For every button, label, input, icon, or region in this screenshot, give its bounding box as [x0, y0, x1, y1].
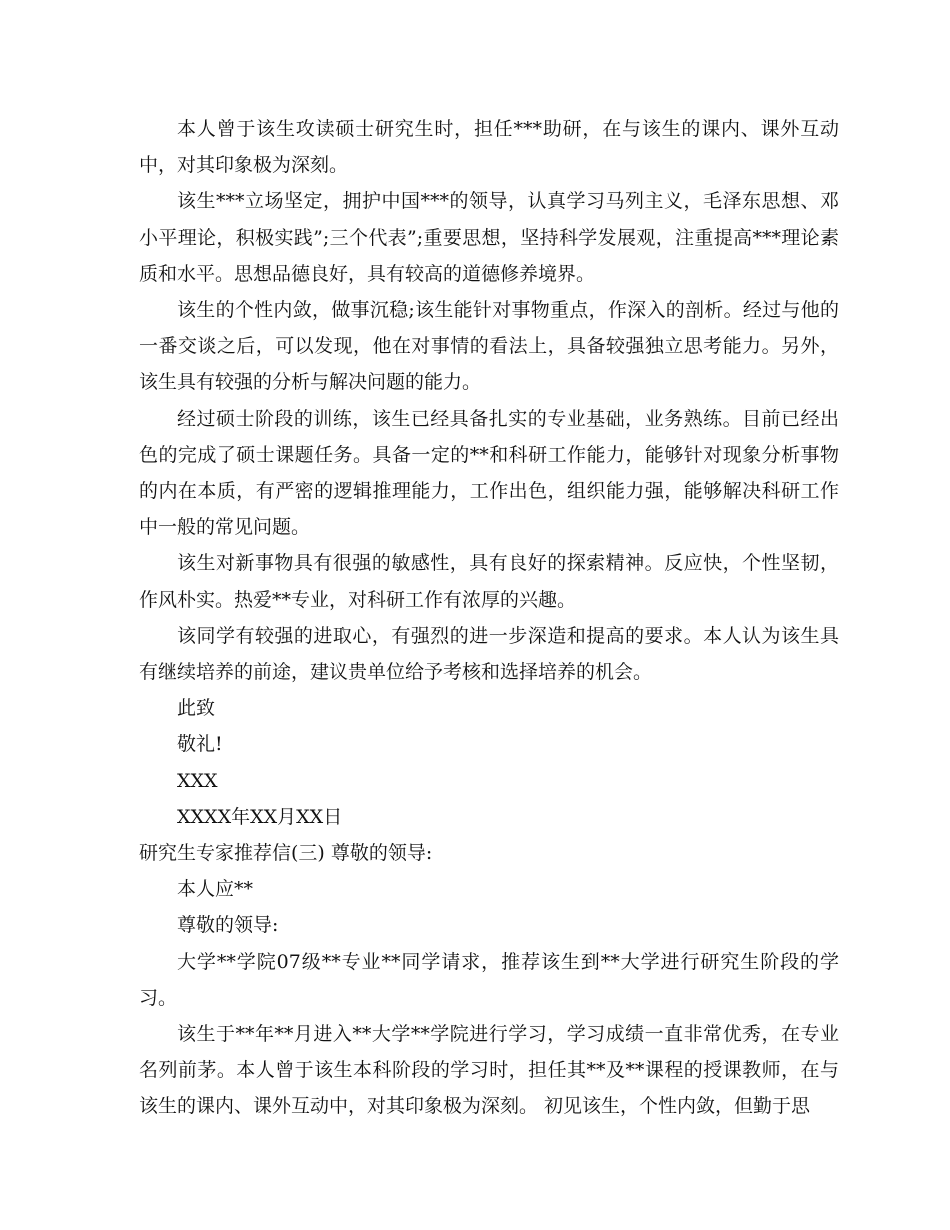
paragraph-recommendation: 该同学有较强的进取心，有强烈的进一步深造和提高的要求。本人认为该生具有继续培养的前途，建议贵单位给予考核和选择培养的机会。 [139, 624, 839, 684]
signature-date: XXXX年XX月XX日 [177, 805, 343, 828]
letter-body [139, 111, 839, 1125]
paragraph-personality: 该生的个性内敛，做事沉稳;该生能针对事物重点，作深入的剖析。经过与他的一番交谈之后，可以发现，他在对事情的看法上，具备较强独立思考能力。另外，该生具有较强的分析与解决问题的能力。 [139, 299, 839, 394]
paragraph-political-stance: 该生***立场坚定，拥护中国***的领导，认真学习马列主义，毛泽东思想、邓小平理论，积极实践”;三个代表”;重要思想，坚持科学发展观，注重提高***理论素质和水平。思想品德良好，具有较高的道德修养境界。 [139, 190, 839, 285]
paragraph-request-fragment: 本人应** [177, 878, 254, 901]
paragraph-student-background: 该生于**年**月进入**大学**学院进行学习，学习成绩一直非常优秀，在专业名列前茅。本人曾于该生本科阶段的学习时，担任其**及**课程的授课教师，在与该生的课内、课外互动中，对其印象极为深刻。 初见该生，个性内敛，但勤于思 [139, 1023, 839, 1118]
section-heading: 研究生专家推荐信(三) 尊敬的领导: [139, 842, 433, 865]
paragraph-request: 大学**学院07级**专业**同学请求，推荐该生到**大学进行研究生阶段的学习。 [139, 950, 839, 1009]
closing-salutation: 此致 [177, 697, 216, 720]
closing-regards: 敬礼! [177, 733, 223, 756]
signature-name: XXX [177, 769, 218, 792]
paragraph-training: 经过硕士阶段的训练，该生已经具备扎实的专业基础，业务熟练。目前已经出色的完成了硕士课题任务。具备一定的**和科研工作能力，能够针对现象分析事物的内在本质，有严密的逻辑推理能力，工作出色，组织能力强，能够解决科研工作中一般的常见问题。 [139, 407, 839, 539]
paragraph-sensitivity: 该生对新事物具有很强的敏感性，具有良好的探索精神。反应快，个性坚韧，作风朴实。热爱**专业，对科研工作有浓厚的兴趣。 [139, 552, 839, 611]
paragraph-impression: 本人曾于该生攻读硕士研究生时，担任***助研，在与该生的课内、课外互动中，对其印象极为深刻。 [139, 118, 839, 177]
greeting: 尊敬的领导: [177, 914, 279, 937]
